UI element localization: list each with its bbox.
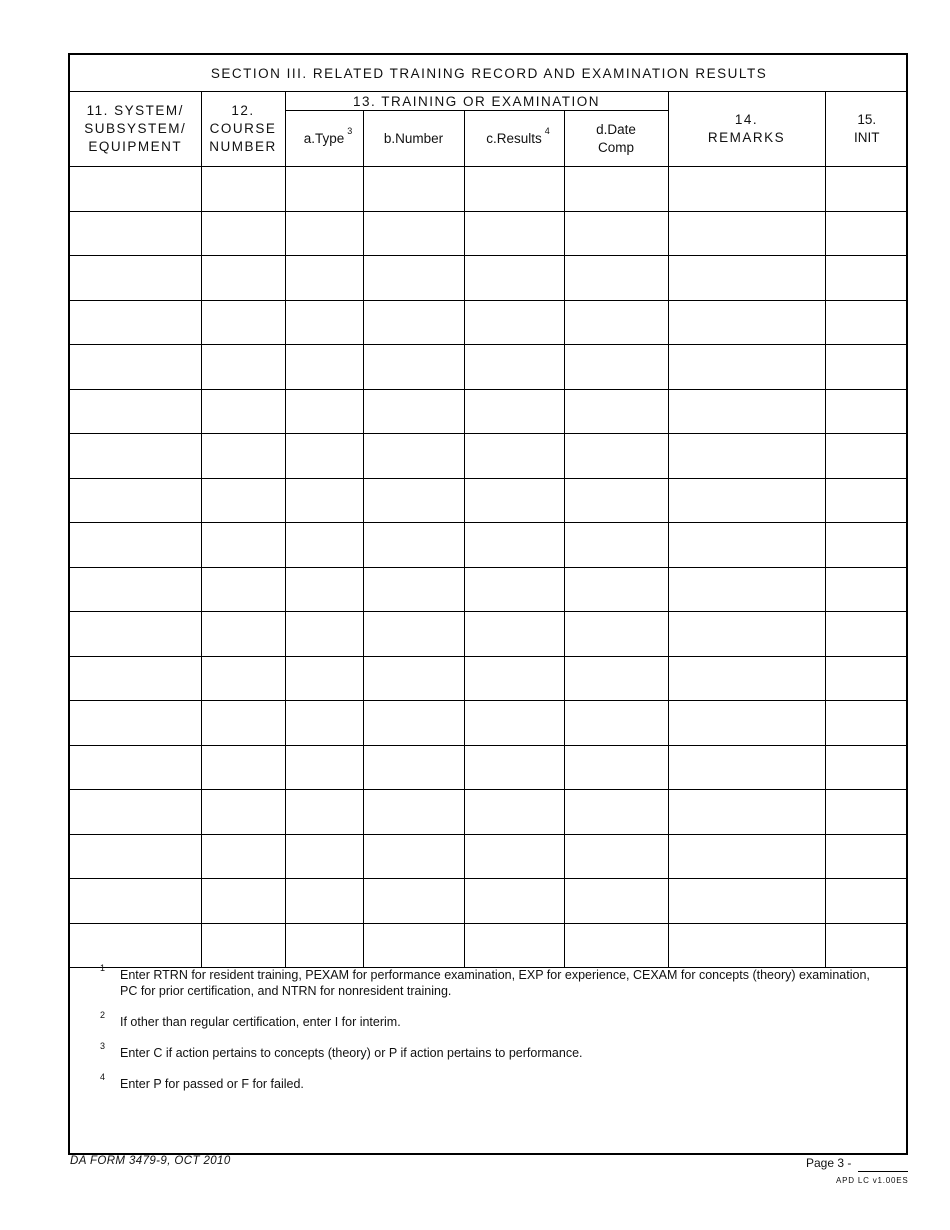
date-comp-cell[interactable] bbox=[564, 211, 668, 256]
results-cell[interactable] bbox=[464, 701, 564, 746]
number-cell[interactable] bbox=[363, 790, 464, 835]
init-cell[interactable] bbox=[825, 745, 908, 790]
remarks-cell[interactable] bbox=[668, 211, 825, 256]
header-training-or-examination: 13. TRAINING OR EXAMINATION bbox=[285, 92, 668, 111]
results-cell[interactable] bbox=[464, 656, 564, 701]
date-comp-cell[interactable] bbox=[564, 656, 668, 701]
course-number-cell[interactable] bbox=[201, 612, 285, 657]
header-course-number: 12. COURSE NUMBER bbox=[201, 92, 285, 167]
number-cell[interactable] bbox=[363, 656, 464, 701]
table-row bbox=[70, 523, 908, 568]
table-row bbox=[70, 923, 908, 968]
table-row bbox=[70, 567, 908, 612]
results-cell[interactable] bbox=[464, 567, 564, 612]
page-label: Page 3 - bbox=[806, 1156, 852, 1170]
init-cell[interactable] bbox=[825, 790, 908, 835]
footnote-4: 4 Enter P for passed or F for failed. bbox=[100, 1072, 304, 1091]
date-comp-cell[interactable] bbox=[564, 300, 668, 345]
results-cell[interactable] bbox=[464, 256, 564, 301]
number-cell[interactable] bbox=[363, 612, 464, 657]
date-comp-cell[interactable] bbox=[564, 834, 668, 879]
date-comp-cell[interactable] bbox=[564, 478, 668, 523]
form-frame bbox=[68, 53, 908, 1155]
version-label: APD LC v1.00ES bbox=[836, 1176, 909, 1185]
remarks-cell[interactable] bbox=[668, 612, 825, 657]
number-cell[interactable] bbox=[363, 345, 464, 390]
remarks-cell[interactable] bbox=[668, 256, 825, 301]
number-cell[interactable] bbox=[363, 256, 464, 301]
course-number-cell[interactable] bbox=[201, 256, 285, 301]
course-number-cell[interactable] bbox=[201, 834, 285, 879]
type-cell[interactable] bbox=[285, 389, 363, 434]
results-cell[interactable] bbox=[464, 478, 564, 523]
number-cell[interactable] bbox=[363, 389, 464, 434]
table-row bbox=[70, 834, 908, 879]
remarks-cell[interactable] bbox=[668, 834, 825, 879]
remarks-cell[interactable] bbox=[668, 923, 825, 968]
init-cell[interactable] bbox=[825, 300, 908, 345]
system-cell[interactable] bbox=[70, 701, 201, 746]
results-cell[interactable] bbox=[464, 434, 564, 479]
number-cell[interactable] bbox=[363, 567, 464, 612]
footnote-ref-4: 4 bbox=[544, 125, 550, 136]
table-row bbox=[70, 745, 908, 790]
remarks-cell[interactable] bbox=[668, 389, 825, 434]
training-record-table bbox=[70, 55, 908, 968]
type-cell[interactable] bbox=[285, 167, 363, 212]
remarks-cell[interactable] bbox=[668, 523, 825, 568]
date-comp-cell[interactable] bbox=[564, 434, 668, 479]
table-row bbox=[70, 434, 908, 479]
number-cell[interactable] bbox=[363, 834, 464, 879]
system-cell[interactable] bbox=[70, 434, 201, 479]
system-cell[interactable] bbox=[70, 879, 201, 924]
type-cell[interactable] bbox=[285, 211, 363, 256]
number-cell[interactable] bbox=[363, 478, 464, 523]
number-cell[interactable] bbox=[363, 434, 464, 479]
results-cell[interactable] bbox=[464, 300, 564, 345]
date-comp-cell[interactable] bbox=[564, 701, 668, 746]
system-cell[interactable] bbox=[70, 389, 201, 434]
type-cell[interactable] bbox=[285, 478, 363, 523]
date-comp-cell[interactable] bbox=[564, 879, 668, 924]
results-cell[interactable] bbox=[464, 523, 564, 568]
number-cell[interactable] bbox=[363, 167, 464, 212]
init-cell[interactable] bbox=[825, 434, 908, 479]
results-cell[interactable] bbox=[464, 211, 564, 256]
header-number: b.Number bbox=[363, 111, 464, 167]
course-number-cell[interactable] bbox=[201, 300, 285, 345]
type-cell[interactable] bbox=[285, 834, 363, 879]
date-comp-cell[interactable] bbox=[564, 389, 668, 434]
type-cell[interactable] bbox=[285, 345, 363, 390]
system-cell[interactable] bbox=[70, 612, 201, 657]
init-cell[interactable] bbox=[825, 656, 908, 701]
table-row bbox=[70, 612, 908, 657]
init-cell[interactable] bbox=[825, 701, 908, 746]
table-row bbox=[70, 345, 908, 390]
type-cell[interactable] bbox=[285, 523, 363, 568]
results-cell[interactable] bbox=[464, 923, 564, 968]
type-cell[interactable] bbox=[285, 745, 363, 790]
section-title: SECTION III. RELATED TRAINING RECORD AND EXAMINATION RESULTS bbox=[70, 55, 908, 92]
results-cell[interactable] bbox=[464, 345, 564, 390]
course-number-cell[interactable] bbox=[201, 434, 285, 479]
course-number-cell[interactable] bbox=[201, 523, 285, 568]
init-cell[interactable] bbox=[825, 879, 908, 924]
table-row bbox=[70, 701, 908, 746]
system-cell[interactable] bbox=[70, 745, 201, 790]
system-cell[interactable] bbox=[70, 167, 201, 212]
init-cell[interactable] bbox=[825, 834, 908, 879]
init-cell[interactable] bbox=[825, 211, 908, 256]
page-number-field[interactable] bbox=[858, 1171, 908, 1172]
header-init: 15. INIT bbox=[825, 92, 908, 167]
footnote-1: 1 Enter RTRN for resident training, PEXAM for performance examination, EXP for experience, CEXAM for concepts (theory) examination, PC for prior certification, and NTRN for nonresident training. bbox=[100, 963, 870, 998]
table-row bbox=[70, 478, 908, 523]
header-system-subsystem-equipment: 11. SYSTEM/ SUBSYSTEM/ EQUIPMENT bbox=[70, 92, 201, 167]
course-number-cell[interactable] bbox=[201, 167, 285, 212]
results-cell[interactable] bbox=[464, 612, 564, 657]
remarks-cell[interactable] bbox=[668, 345, 825, 390]
system-cell[interactable] bbox=[70, 300, 201, 345]
init-cell[interactable] bbox=[825, 256, 908, 301]
course-number-cell[interactable] bbox=[201, 389, 285, 434]
course-number-cell[interactable] bbox=[201, 567, 285, 612]
table-row bbox=[70, 211, 908, 256]
type-cell[interactable] bbox=[285, 567, 363, 612]
table-row bbox=[70, 256, 908, 301]
number-cell[interactable] bbox=[363, 300, 464, 345]
system-cell[interactable] bbox=[70, 256, 201, 301]
remarks-cell[interactable] bbox=[668, 567, 825, 612]
init-cell[interactable] bbox=[825, 167, 908, 212]
system-cell[interactable] bbox=[70, 923, 201, 968]
type-cell[interactable] bbox=[285, 879, 363, 924]
course-number-cell[interactable] bbox=[201, 745, 285, 790]
course-number-cell[interactable] bbox=[201, 790, 285, 835]
header-remarks: 14. REMARKS bbox=[668, 92, 825, 167]
number-cell[interactable] bbox=[363, 211, 464, 256]
results-cell[interactable] bbox=[464, 834, 564, 879]
remarks-cell[interactable] bbox=[668, 879, 825, 924]
footnote-3: 3 Enter C if action pertains to concepts (theory) or P if action pertains to performance. bbox=[100, 1041, 583, 1060]
header-date-comp: d.Date Comp bbox=[564, 111, 668, 167]
table-row bbox=[70, 879, 908, 924]
remarks-cell[interactable] bbox=[668, 167, 825, 212]
date-comp-cell[interactable] bbox=[564, 256, 668, 301]
date-comp-cell[interactable] bbox=[564, 612, 668, 657]
course-number-cell[interactable] bbox=[201, 923, 285, 968]
header-type: a.Type 3 bbox=[285, 111, 363, 167]
results-cell[interactable] bbox=[464, 879, 564, 924]
system-cell[interactable] bbox=[70, 790, 201, 835]
number-cell[interactable] bbox=[363, 523, 464, 568]
init-cell[interactable] bbox=[825, 612, 908, 657]
init-cell[interactable] bbox=[825, 923, 908, 968]
table-row bbox=[70, 656, 908, 701]
remarks-cell[interactable] bbox=[668, 790, 825, 835]
footnote-ref-3: 3 bbox=[347, 125, 353, 136]
table-row bbox=[70, 389, 908, 434]
footnotes bbox=[70, 963, 906, 1107]
type-cell[interactable] bbox=[285, 790, 363, 835]
system-cell[interactable] bbox=[70, 523, 201, 568]
footnote-2: 2 If other than regular certification, enter I for interim. bbox=[100, 1010, 401, 1029]
system-cell[interactable] bbox=[70, 567, 201, 612]
remarks-cell[interactable] bbox=[668, 434, 825, 479]
number-cell[interactable] bbox=[363, 923, 464, 968]
type-cell[interactable] bbox=[285, 256, 363, 301]
course-number-cell[interactable] bbox=[201, 345, 285, 390]
type-cell[interactable] bbox=[285, 701, 363, 746]
type-cell[interactable] bbox=[285, 612, 363, 657]
table-row bbox=[70, 167, 908, 212]
course-number-cell[interactable] bbox=[201, 211, 285, 256]
results-cell[interactable] bbox=[464, 167, 564, 212]
course-number-cell[interactable] bbox=[201, 478, 285, 523]
system-cell[interactable] bbox=[70, 211, 201, 256]
results-cell[interactable] bbox=[464, 389, 564, 434]
date-comp-cell[interactable] bbox=[564, 923, 668, 968]
course-number-cell[interactable] bbox=[201, 701, 285, 746]
date-comp-cell[interactable] bbox=[564, 167, 668, 212]
type-cell[interactable] bbox=[285, 923, 363, 968]
init-cell[interactable] bbox=[825, 389, 908, 434]
init-cell[interactable] bbox=[825, 478, 908, 523]
type-cell[interactable] bbox=[285, 434, 363, 479]
remarks-cell[interactable] bbox=[668, 745, 825, 790]
date-comp-cell[interactable] bbox=[564, 345, 668, 390]
date-comp-cell[interactable] bbox=[564, 567, 668, 612]
system-cell[interactable] bbox=[70, 345, 201, 390]
table-row bbox=[70, 790, 908, 835]
course-number-cell[interactable] bbox=[201, 656, 285, 701]
date-comp-cell[interactable] bbox=[564, 790, 668, 835]
number-cell[interactable] bbox=[363, 879, 464, 924]
results-cell[interactable] bbox=[464, 790, 564, 835]
date-comp-cell[interactable] bbox=[564, 523, 668, 568]
type-cell[interactable] bbox=[285, 300, 363, 345]
remarks-cell[interactable] bbox=[668, 701, 825, 746]
course-number-cell[interactable] bbox=[201, 879, 285, 924]
table-row bbox=[70, 300, 908, 345]
date-comp-cell[interactable] bbox=[564, 745, 668, 790]
number-cell[interactable] bbox=[363, 745, 464, 790]
type-cell[interactable] bbox=[285, 656, 363, 701]
remarks-cell[interactable] bbox=[668, 478, 825, 523]
system-cell[interactable] bbox=[70, 656, 201, 701]
system-cell[interactable] bbox=[70, 478, 201, 523]
header-results: c.Results 4 bbox=[464, 111, 564, 167]
remarks-cell[interactable] bbox=[668, 300, 825, 345]
system-cell[interactable] bbox=[70, 834, 201, 879]
number-cell[interactable] bbox=[363, 701, 464, 746]
form-identifier: DA FORM 3479-9, OCT 2010 bbox=[70, 1155, 231, 1167]
init-cell[interactable] bbox=[825, 567, 908, 612]
remarks-cell[interactable] bbox=[668, 656, 825, 701]
init-cell[interactable] bbox=[825, 345, 908, 390]
init-cell[interactable] bbox=[825, 523, 908, 568]
results-cell[interactable] bbox=[464, 745, 564, 790]
